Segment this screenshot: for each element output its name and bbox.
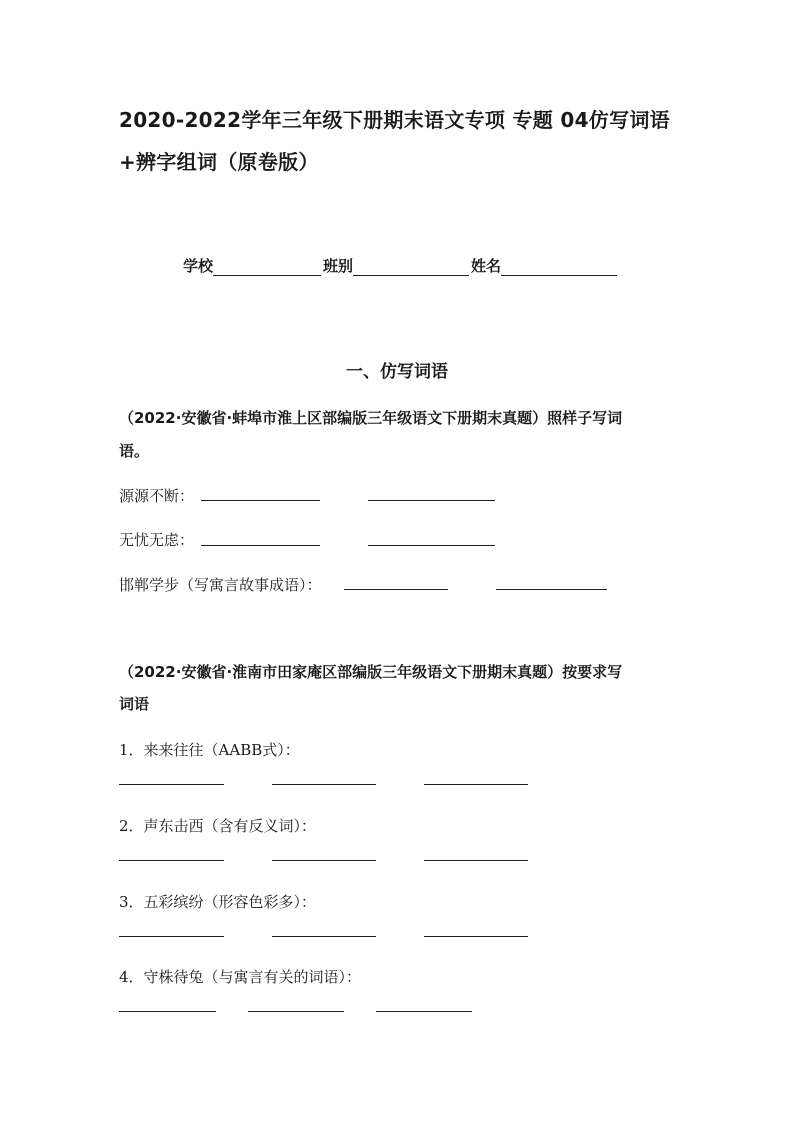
name-label: 姓名	[471, 257, 502, 275]
class-label: 班别	[323, 257, 354, 275]
document-title-line-1: 2020-2022学年三年级下册期末语文专项 专题 04仿写词语	[119, 108, 670, 132]
q1-source-line-1: （2022·安徽省·蚌埠市淮上区部编版三年级语文下册期末真题）照样子写词	[119, 409, 623, 427]
q2-item-4-blank-1[interactable]	[119, 1011, 216, 1012]
q2-item-4-blank-3[interactable]	[376, 1011, 472, 1012]
q2-source-line-1: （2022·安徽省·淮南市田家庵区部编版三年级语文下册期末真题）按要求写	[119, 663, 623, 681]
q1-item-2-blank-1[interactable]	[201, 545, 320, 546]
q2-item-2-blank-3[interactable]	[424, 860, 528, 861]
q1-item-3-blank-1[interactable]	[344, 589, 448, 590]
q2-item-2-blank-2[interactable]	[272, 860, 376, 861]
q2-item-4-blank-2[interactable]	[248, 1011, 344, 1012]
q2-item-1-blank-1[interactable]	[119, 784, 224, 785]
q1-item-2-blank-2[interactable]	[368, 545, 495, 546]
name-blank[interactable]	[501, 259, 617, 276]
q2-item-3-blank-1[interactable]	[119, 936, 224, 937]
q1-item-1-label: 源源不断：	[119, 487, 195, 505]
q1-item-1-blank-2[interactable]	[368, 500, 495, 501]
q2-item-3-blank-2[interactable]	[272, 936, 376, 937]
q2-item-2-label: 2．声东击西（含有反义词）：	[119, 817, 317, 835]
q2-item-1-blank-2[interactable]	[272, 784, 376, 785]
q1-item-3-blank-2[interactable]	[496, 589, 607, 590]
school-blank[interactable]	[213, 259, 321, 276]
school-label: 学校	[183, 257, 214, 275]
q1-source-line-2: 语。	[119, 442, 150, 460]
q2-item-3-blank-3[interactable]	[424, 936, 528, 937]
class-blank[interactable]	[353, 259, 469, 276]
document-title-line-2: +辨字组词（原卷版）	[119, 150, 319, 174]
q2-item-1-blank-3[interactable]	[424, 784, 528, 785]
q2-item-4-label: 4．守株待兔（与寓言有关的词语）：	[119, 968, 362, 986]
q1-item-3-label: 邯郸学步（写寓言故事成语）：	[119, 576, 322, 594]
q2-item-1-label: 1．来来往往（AABB式）：	[119, 741, 300, 759]
q2-source-line-2: 词语	[119, 695, 150, 713]
q2-item-2-blank-1[interactable]	[119, 860, 224, 861]
q1-item-1-blank-1[interactable]	[201, 500, 320, 501]
q2-item-3-label: 3．五彩缤纷（形容色彩多）：	[119, 893, 317, 911]
student-info-line	[183, 255, 619, 276]
section-heading: 一、仿写词语	[346, 362, 448, 382]
q1-item-2-label: 无忧无虑：	[119, 531, 195, 549]
